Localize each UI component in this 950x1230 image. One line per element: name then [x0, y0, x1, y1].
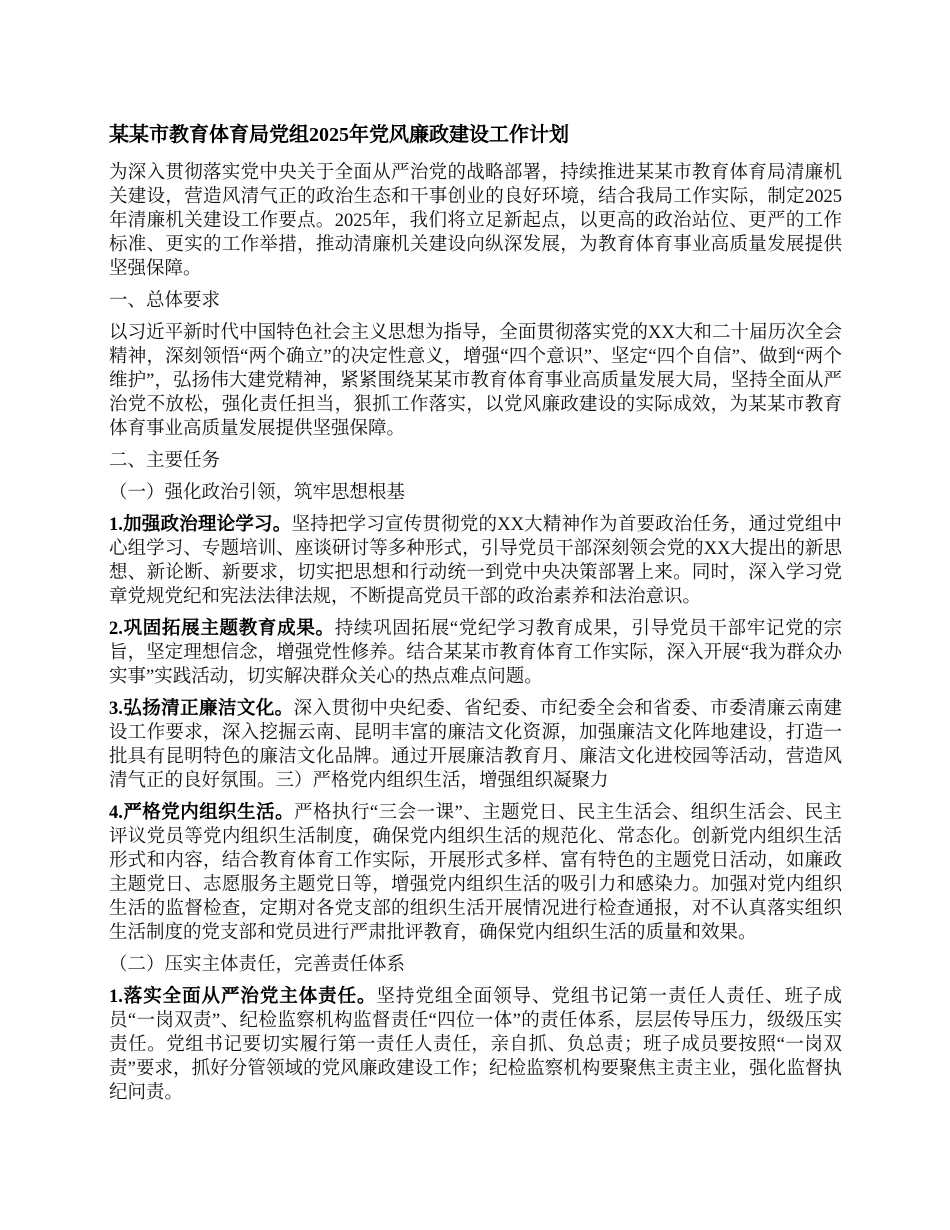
- item-body-main-responsibility: 坚持党组全面领导、党组书记第一责任人责任、班子成员“一岗双责”、纪检监察机构监督责任“四位一体”的责任体系，层层传导压力，级级压实责任。党组书记要切实履行第一责任人责任，亲自抓、负总责；班子成员要按照“一岗双责”要求，抓好分管领域的党风廉政建设工作；纪检监察机构要聚焦主责主业，强化监督执纪问责。: [109, 987, 842, 1103]
- paragraph-intro: 为深入贯彻落实党中央关于全面从严治党的战略部署，持续推进某某市教育体育局清廉机关建设，营造风清气正的政治生态和干事创业的良好环境，结合我局工作实际，制定2025年清廉机关建设工作要点。2025年，我们将立足新起点，以更高的政治站位、更严的工作标准、更实的工作举措，推动清廉机关建设向纵深发展，为教育体育事业高质量发展提供坚强保障。: [109, 163, 842, 279]
- item-lead-party-organizational-life: 4.严格党内组织生活。: [109, 803, 295, 823]
- item-body-party-organizational-life: 严格执行“三会一课”、主题党日、民主生活会、组织生活会、民主评议党员等党内组织生活制度，确保党内组织生活的规范化、常态化。创新党内组织生活形式和内容，结合教育体育工作实际，开展形式多样、富有特色的主题党日活动，如廉政主题党日、志愿服务主题党日等，增强党内组织生活的吸引力和感染力。加强对党内组织生活的监督检查，定期对各党支部的组织生活开展情况进行检查通报，对不认真落实组织生活制度的党支部和党员进行严肃批评教育，确保党内组织生活的质量和效果。: [109, 803, 842, 943]
- document-title: 某某市教育体育局党组2025年党风廉政建设工作计划: [109, 124, 569, 146]
- item-lead-theme-education-results: 2.巩固拓展主题教育成果。: [109, 619, 335, 639]
- item-body-political-theory-study: 坚持把学习宣传贯彻党的XX大精神作为首要政治任务，通过党组中心组学习、专题培训、座谈研讨等多种形式，引导党员干部深刻领会党的XX大提出的新思想、新论断、新要求，切实把思想和行动统一到党中央决策部署上来。同时，深入学习党章党规党纪和宪法法律法规，不断提高党员干部的政治素养和法治意识。: [109, 515, 842, 607]
- paragraph-task-3: [109, 697, 842, 793]
- item-body-theme-education-results: 持续巩固拓展“党纪学习教育成果，引导党员干部牢记党的宗旨，坚定理想信念，增强党性修养。结合某某市教育体育工作实际，深入开展“我为群众办实事”实践活动，切实解决群众关心的热点难点问题。: [109, 619, 842, 687]
- paragraph-task-4: [109, 801, 842, 945]
- subsection-heading-political-guidance: （一）强化政治引领，筑牢思想根基: [109, 483, 406, 503]
- item-lead-integrity-culture: 3.弘扬清正廉洁文化。: [109, 699, 294, 719]
- paragraph-overall-requirements: 以习近平新时代中国特色社会主义思想为指导，全面贯彻落实党的XX大和二十届历次全会精神，深刻领悟“两个确立”的决定性意义，增强“四个意识”、坚定“四个自信”、做到“两个维护”，弘扬伟大建党精神，紧紧围绕某某市教育体育事业高质量发展大局，坚持全面从严治党不放松，强化责任担当，狠抓工作落实，以党风廉政建设的实际成效，为某某市教育体育事业高质量发展提供坚强保障。: [109, 323, 842, 439]
- item-body-integrity-culture: 深入贯彻中央纪委、省纪委、市纪委全会和省委、市委清廉云南建设工作要求，深入挖掘云南、昆明丰富的廉洁文化资源，加强廉洁文化阵地建设，打造一批具有昆明特色的廉洁文化品牌。通过开展廉洁教育月、廉洁文化进校园等活动，营造风清气正的良好氛围。三）严格党内组织生活，增强组织凝聚力: [109, 699, 842, 791]
- item-lead-main-responsibility: 1.落实全面从严治党主体责任。: [109, 987, 377, 1007]
- paragraph-task-1: [109, 513, 842, 609]
- subsection-heading-responsibility-system: （二）压实主体责任，完善责任体系: [109, 955, 406, 975]
- paragraph-responsibility-1: [109, 985, 842, 1105]
- paragraph-task-2: [109, 617, 842, 689]
- section-heading-overall-requirements: 一、总体要求: [109, 291, 221, 311]
- section-heading-main-tasks: 二、主要任务: [109, 451, 221, 471]
- item-lead-political-theory-study: 1.加强政治理论学习。: [109, 515, 292, 535]
